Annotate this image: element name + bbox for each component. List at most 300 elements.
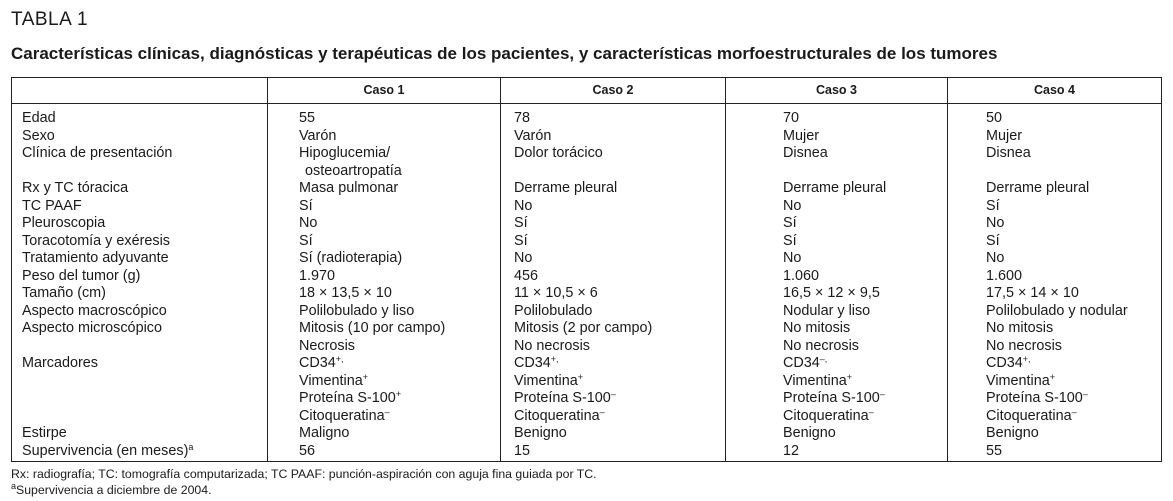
caso-3-cell (726, 198, 948, 216)
cell-text: No necrosis (783, 337, 859, 354)
cell-line (22, 180, 267, 198)
cell-line (22, 250, 267, 268)
cell-text: Supervivencia (en meses) (22, 442, 189, 459)
caso-1-cell (268, 443, 501, 462)
cell-line (514, 303, 725, 321)
cell-line (22, 320, 267, 338)
caso-4-cell (948, 145, 1162, 180)
caso-4-cell (948, 355, 1162, 425)
caso-4-cell (948, 104, 1162, 128)
caso-3-cell (726, 233, 948, 251)
table-label: TABLA 1 (11, 9, 89, 30)
cell-text: 70 (783, 110, 800, 126)
cell-line (22, 163, 267, 181)
caso-4-cell (948, 320, 1162, 355)
cell-text: Toracotomía y exéresis (22, 232, 170, 249)
cell-line (299, 355, 500, 373)
row-label-cell (12, 320, 268, 355)
caso-3-cell (726, 268, 948, 286)
cell-superscript: + (362, 371, 368, 382)
cell-superscript: +, (335, 354, 344, 364)
cell-line (986, 145, 1161, 163)
cell-text: Necrosis (299, 337, 355, 354)
cell-text: Sí (514, 215, 528, 231)
cell-line (22, 443, 267, 461)
cell-line (783, 180, 947, 198)
cell-line (22, 303, 267, 321)
cell-line (986, 355, 1161, 373)
table-row (12, 425, 1162, 443)
cell-line (986, 215, 1161, 233)
cell-superscript: – (610, 389, 616, 399)
cell-text: Dolor torácico (514, 145, 603, 161)
caso-1-cell (268, 303, 501, 321)
cell-text: Benigno (783, 425, 836, 441)
table-row (12, 198, 1162, 216)
data-table (11, 77, 1162, 462)
cell-superscript: a (188, 441, 194, 452)
caso-2-cell (501, 425, 726, 443)
cell-text: Sí (986, 197, 1000, 214)
cell-line (986, 250, 1161, 268)
cell-line (514, 443, 725, 461)
caso-2-cell (501, 285, 726, 303)
caso-2-cell (501, 355, 726, 425)
row-label-cell (12, 198, 268, 216)
row-label-cell (12, 268, 268, 286)
cell-superscript: + (395, 389, 402, 399)
cell-line (299, 110, 500, 128)
caso-3-cell (726, 180, 948, 198)
table-row (12, 355, 1162, 425)
cell-line (299, 303, 500, 321)
cell-text: Pleuroscopia (22, 215, 106, 231)
cell-text: Proteína S-100 (299, 390, 396, 406)
cell-superscript: – (868, 406, 874, 417)
cell-line (986, 320, 1161, 338)
caso-1-cell (268, 268, 501, 286)
header-row (12, 78, 1162, 104)
cell-text: Aspecto microscópico (22, 320, 162, 336)
cell-line (514, 373, 725, 391)
table-row (12, 128, 1162, 146)
caso-3-cell (726, 303, 948, 321)
cell-text: No (986, 215, 1005, 231)
cell-text: Proteína S-100 (986, 390, 1083, 406)
cell-superscript: – (1082, 389, 1088, 399)
table-row (12, 233, 1162, 251)
caso-2-cell (501, 268, 726, 286)
cell-line (22, 110, 267, 128)
cell-line (783, 233, 947, 251)
cell-text: 17,5 × 14 × 10 (986, 285, 1079, 301)
table-row (12, 285, 1162, 303)
cell-line (22, 373, 267, 391)
cell-line (783, 303, 947, 321)
cell-line (22, 425, 267, 443)
cell-text: Sí (783, 232, 797, 249)
caso-1-cell (268, 320, 501, 355)
cell-text: No necrosis (986, 337, 1062, 354)
caso-2-cell (501, 198, 726, 216)
cell-text: Varón (299, 127, 337, 144)
caso-4-cell (948, 285, 1162, 303)
cell-text: Citoqueratina (514, 407, 600, 424)
table-row (12, 215, 1162, 233)
cell-text: No (783, 197, 802, 214)
cell-text: Sexo (22, 127, 55, 144)
caso-2-cell (501, 180, 726, 198)
caso-4-cell (948, 233, 1162, 251)
cell-line (783, 408, 947, 426)
table-body (12, 104, 1162, 462)
caso-2-cell (501, 104, 726, 128)
row-label-cell (12, 233, 268, 251)
cell-text: Mujer (783, 127, 819, 144)
cell-line (783, 268, 947, 286)
footnote-line (11, 480, 597, 499)
cell-line (986, 425, 1161, 443)
cell-line (514, 355, 725, 373)
caso-4-cell (948, 128, 1162, 146)
caso-3-cell (726, 320, 948, 355)
cell-superscript: +, (1022, 354, 1031, 364)
cell-line (299, 145, 500, 163)
cell-line (783, 425, 947, 443)
cell-text: No (986, 250, 1005, 266)
footnote-marker: a (11, 480, 17, 491)
cell-text: No (299, 215, 318, 231)
caso-1-cell (268, 355, 501, 425)
cell-text: Clínica de presentación (22, 145, 173, 161)
cell-line (986, 198, 1161, 216)
cell-line (986, 373, 1161, 391)
cell-line (299, 180, 500, 198)
table-title: Características clínicas, diagnósticas y terapéuticas de los pacientes, y características morfoestructurales de los tumores (11, 44, 998, 63)
cell-line (514, 285, 725, 303)
caso-2-cell (501, 303, 726, 321)
cell-line (299, 443, 500, 461)
cell-text: Sí (783, 215, 797, 231)
cell-line (783, 390, 947, 408)
cell-text: Proteína S-100 (783, 390, 880, 406)
cell-line (986, 110, 1161, 128)
cell-text: Vimentina (986, 372, 1050, 389)
cell-text: Sí (299, 232, 313, 249)
cell-line (22, 338, 267, 356)
cell-line (514, 338, 725, 356)
caso-1-cell (268, 145, 501, 180)
cell-text: No mitosis (783, 320, 851, 336)
cell-line (22, 233, 267, 251)
cell-line (783, 128, 947, 146)
table-row (12, 180, 1162, 198)
table-row (12, 443, 1162, 462)
caso-1-cell (268, 285, 501, 303)
cell-line (299, 285, 500, 303)
cell-superscript: – (1071, 406, 1077, 417)
cell-line (22, 198, 267, 216)
caso-4-cell (948, 180, 1162, 198)
header-caso-3: Caso 3 (726, 78, 948, 104)
table-row (12, 320, 1162, 355)
cell-text: 50 (986, 110, 1003, 126)
row-label-cell (12, 303, 268, 321)
cell-text: Disnea (783, 145, 828, 161)
cell-line (299, 268, 500, 286)
caso-2-cell (501, 250, 726, 268)
cell-text: CD34 (986, 355, 1023, 371)
cell-text: Benigno (514, 425, 567, 441)
row-label-cell (12, 180, 268, 198)
cell-text: Mujer (986, 127, 1022, 144)
caso-3-cell (726, 250, 948, 268)
caso-1-cell (268, 198, 501, 216)
cell-text: Citoqueratina (299, 407, 385, 424)
cell-text: No (514, 197, 533, 214)
footnotes (11, 467, 597, 498)
cell-superscript: –, (819, 354, 828, 364)
cell-line (299, 390, 500, 408)
cell-superscript: – (384, 406, 390, 417)
cell-line (514, 320, 725, 338)
header-empty (12, 78, 268, 104)
footnote-line (11, 467, 597, 483)
cell-line (514, 180, 725, 198)
cell-line (514, 233, 725, 251)
cell-line (299, 215, 500, 233)
cell-text: Vimentina (299, 372, 363, 389)
table-row (12, 268, 1162, 286)
caso-1-cell (268, 233, 501, 251)
table-row (12, 104, 1162, 128)
caso-3-cell (726, 145, 948, 180)
header-caso-4: Caso 4 (948, 78, 1162, 104)
cell-text: Sí (radioterapia) (299, 250, 403, 266)
cell-text: Proteína S-100 (514, 390, 611, 406)
cell-text: osteoartropatía (305, 162, 402, 179)
cell-superscript: + (577, 371, 583, 382)
cell-line (514, 145, 725, 163)
cell-line (514, 110, 725, 128)
cell-line (783, 320, 947, 338)
cell-text: 1.060 (783, 267, 820, 284)
cell-line (514, 425, 725, 443)
cell-text: No mitosis (986, 320, 1054, 336)
cell-text: Citoqueratina (783, 407, 869, 424)
cell-text: 11 × 10,5 × 6 (514, 285, 598, 301)
cell-line (22, 355, 267, 373)
cell-line (22, 390, 267, 408)
cell-text: Edad (22, 110, 56, 126)
caso-3-cell (726, 128, 948, 146)
cell-text: CD34 (514, 355, 551, 371)
cell-line (986, 408, 1161, 426)
caso-1-cell (268, 215, 501, 233)
cell-line (986, 128, 1161, 146)
caso-1-cell (268, 425, 501, 443)
cell-line (514, 215, 725, 233)
row-label-cell (12, 145, 268, 180)
cell-line (986, 338, 1161, 356)
footnote-text: Supervivencia a diciembre de 2004. (16, 482, 212, 497)
cell-text: Mitosis (2 por campo) (514, 320, 653, 336)
cell-text: Masa pulmonar (299, 180, 399, 196)
cell-text: 1.600 (986, 267, 1023, 284)
cell-text: Citoqueratina (986, 407, 1072, 424)
cell-text: 1.970 (299, 267, 336, 284)
cell-line (783, 145, 947, 163)
row-label-cell (12, 250, 268, 268)
cell-superscript: +, (550, 354, 559, 364)
table-row (12, 303, 1162, 321)
caso-4-cell (948, 268, 1162, 286)
caso-4-cell (948, 215, 1162, 233)
caso-2-cell (501, 443, 726, 462)
cell-text: Vimentina (514, 372, 578, 389)
cell-line (783, 198, 947, 216)
cell-superscript: + (846, 371, 852, 382)
cell-text: Maligno (299, 425, 350, 441)
cell-text: Hipoglucemia/ (299, 145, 391, 161)
caso-4-cell (948, 303, 1162, 321)
cell-text: CD34 (299, 355, 336, 371)
table-row (12, 145, 1162, 180)
cell-text: 456 (514, 267, 539, 284)
caso-3-cell (726, 285, 948, 303)
cell-text: Sí (986, 232, 1000, 249)
row-label-cell (12, 355, 268, 425)
cell-line (783, 373, 947, 391)
cell-line (514, 268, 725, 286)
footnote-text: Rx: radiografía; TC: tomografía computarizada; TC PAAF: punción-aspiración con aguja fina guiada por TC. (11, 467, 597, 481)
caso-2-cell (501, 215, 726, 233)
cell-text: Mitosis (10 por campo) (299, 320, 446, 336)
cell-line (22, 285, 267, 303)
cell-text: Polilobulado (514, 302, 593, 319)
cell-text: 55 (299, 110, 316, 126)
cell-line (783, 215, 947, 233)
cell-text: Sí (299, 197, 313, 214)
cell-text: 15 (514, 442, 531, 459)
cell-line (514, 390, 725, 408)
cell-line (783, 355, 947, 373)
cell-line (299, 198, 500, 216)
header-caso-2: Caso 2 (501, 78, 726, 104)
cell-line (299, 408, 500, 426)
cell-text: Sí (514, 232, 528, 249)
cell-line (986, 268, 1161, 286)
cell-line (514, 408, 725, 426)
cell-text: Rx y TC tóracica (22, 180, 129, 196)
cell-text: 18 × 13,5 × 10 (299, 285, 392, 301)
cell-text: Benigno (986, 425, 1039, 441)
cell-line (783, 285, 947, 303)
cell-text: 16,5 × 12 × 9,5 (783, 285, 880, 301)
cell-line (783, 443, 947, 461)
cell-line (299, 250, 500, 268)
cell-text: No necrosis (514, 337, 590, 354)
caso-4-cell (948, 250, 1162, 268)
caso-2-cell (501, 233, 726, 251)
caso-3-cell (726, 443, 948, 462)
table-row (12, 250, 1162, 268)
cell-text: Aspecto macroscópico (22, 302, 167, 319)
cell-text: CD34 (783, 355, 820, 371)
cell-text: Polilobulado y liso (299, 302, 415, 319)
cell-line (299, 338, 500, 356)
cell-text: TC PAAF (22, 197, 82, 214)
cell-text: Polilobulado y nodular (986, 302, 1128, 319)
cell-text: Vimentina (783, 372, 847, 389)
row-label-cell (12, 128, 268, 146)
row-label-cell (12, 104, 268, 128)
row-label-cell (12, 215, 268, 233)
cell-text: Varón (514, 127, 552, 144)
cell-text: Derrame pleural (514, 180, 618, 196)
cell-text: 12 (783, 442, 800, 459)
row-label-cell (12, 285, 268, 303)
cell-text: No (514, 250, 533, 266)
caso-1-cell (268, 104, 501, 128)
cell-superscript: – (599, 406, 605, 417)
cell-text: Estirpe (22, 425, 67, 441)
cell-text: Tamaño (cm) (22, 285, 106, 301)
caso-1-cell (268, 128, 501, 146)
caso-1-cell (268, 250, 501, 268)
caso-2-cell (501, 145, 726, 180)
cell-line (986, 443, 1161, 461)
cell-line (299, 425, 500, 443)
cell-text: Peso del tumor (g) (22, 267, 141, 284)
cell-line (986, 233, 1161, 251)
caso-3-cell (726, 425, 948, 443)
cell-line (22, 268, 267, 286)
caso-3-cell (726, 355, 948, 425)
caso-4-cell (948, 198, 1162, 216)
cell-line (986, 390, 1161, 408)
caso-3-cell (726, 104, 948, 128)
cell-line (22, 128, 267, 146)
cell-text: Derrame pleural (783, 180, 887, 196)
cell-text: 78 (514, 110, 531, 126)
cell-text: Disnea (986, 145, 1031, 161)
cell-line (783, 110, 947, 128)
row-label-cell (12, 443, 268, 462)
caso-2-cell (501, 128, 726, 146)
cell-line (986, 303, 1161, 321)
row-label-cell (12, 425, 268, 443)
cell-line (783, 338, 947, 356)
cell-text: No (783, 250, 802, 266)
cell-line (299, 320, 500, 338)
cell-line (22, 408, 267, 426)
cell-line (514, 250, 725, 268)
cell-text: Marcadores (22, 355, 98, 371)
header-caso-1: Caso 1 (268, 78, 501, 104)
caso-4-cell (948, 425, 1162, 443)
cell-superscript: – (879, 389, 885, 399)
cell-line (514, 128, 725, 146)
cell-line (299, 128, 500, 146)
caso-4-cell (948, 443, 1162, 462)
cell-line (986, 285, 1161, 303)
caso-1-cell (268, 180, 501, 198)
cell-text: 56 (299, 442, 316, 459)
cell-line (299, 373, 500, 391)
cell-text: Derrame pleural (986, 180, 1090, 196)
cell-text: Nodular y liso (783, 302, 871, 319)
